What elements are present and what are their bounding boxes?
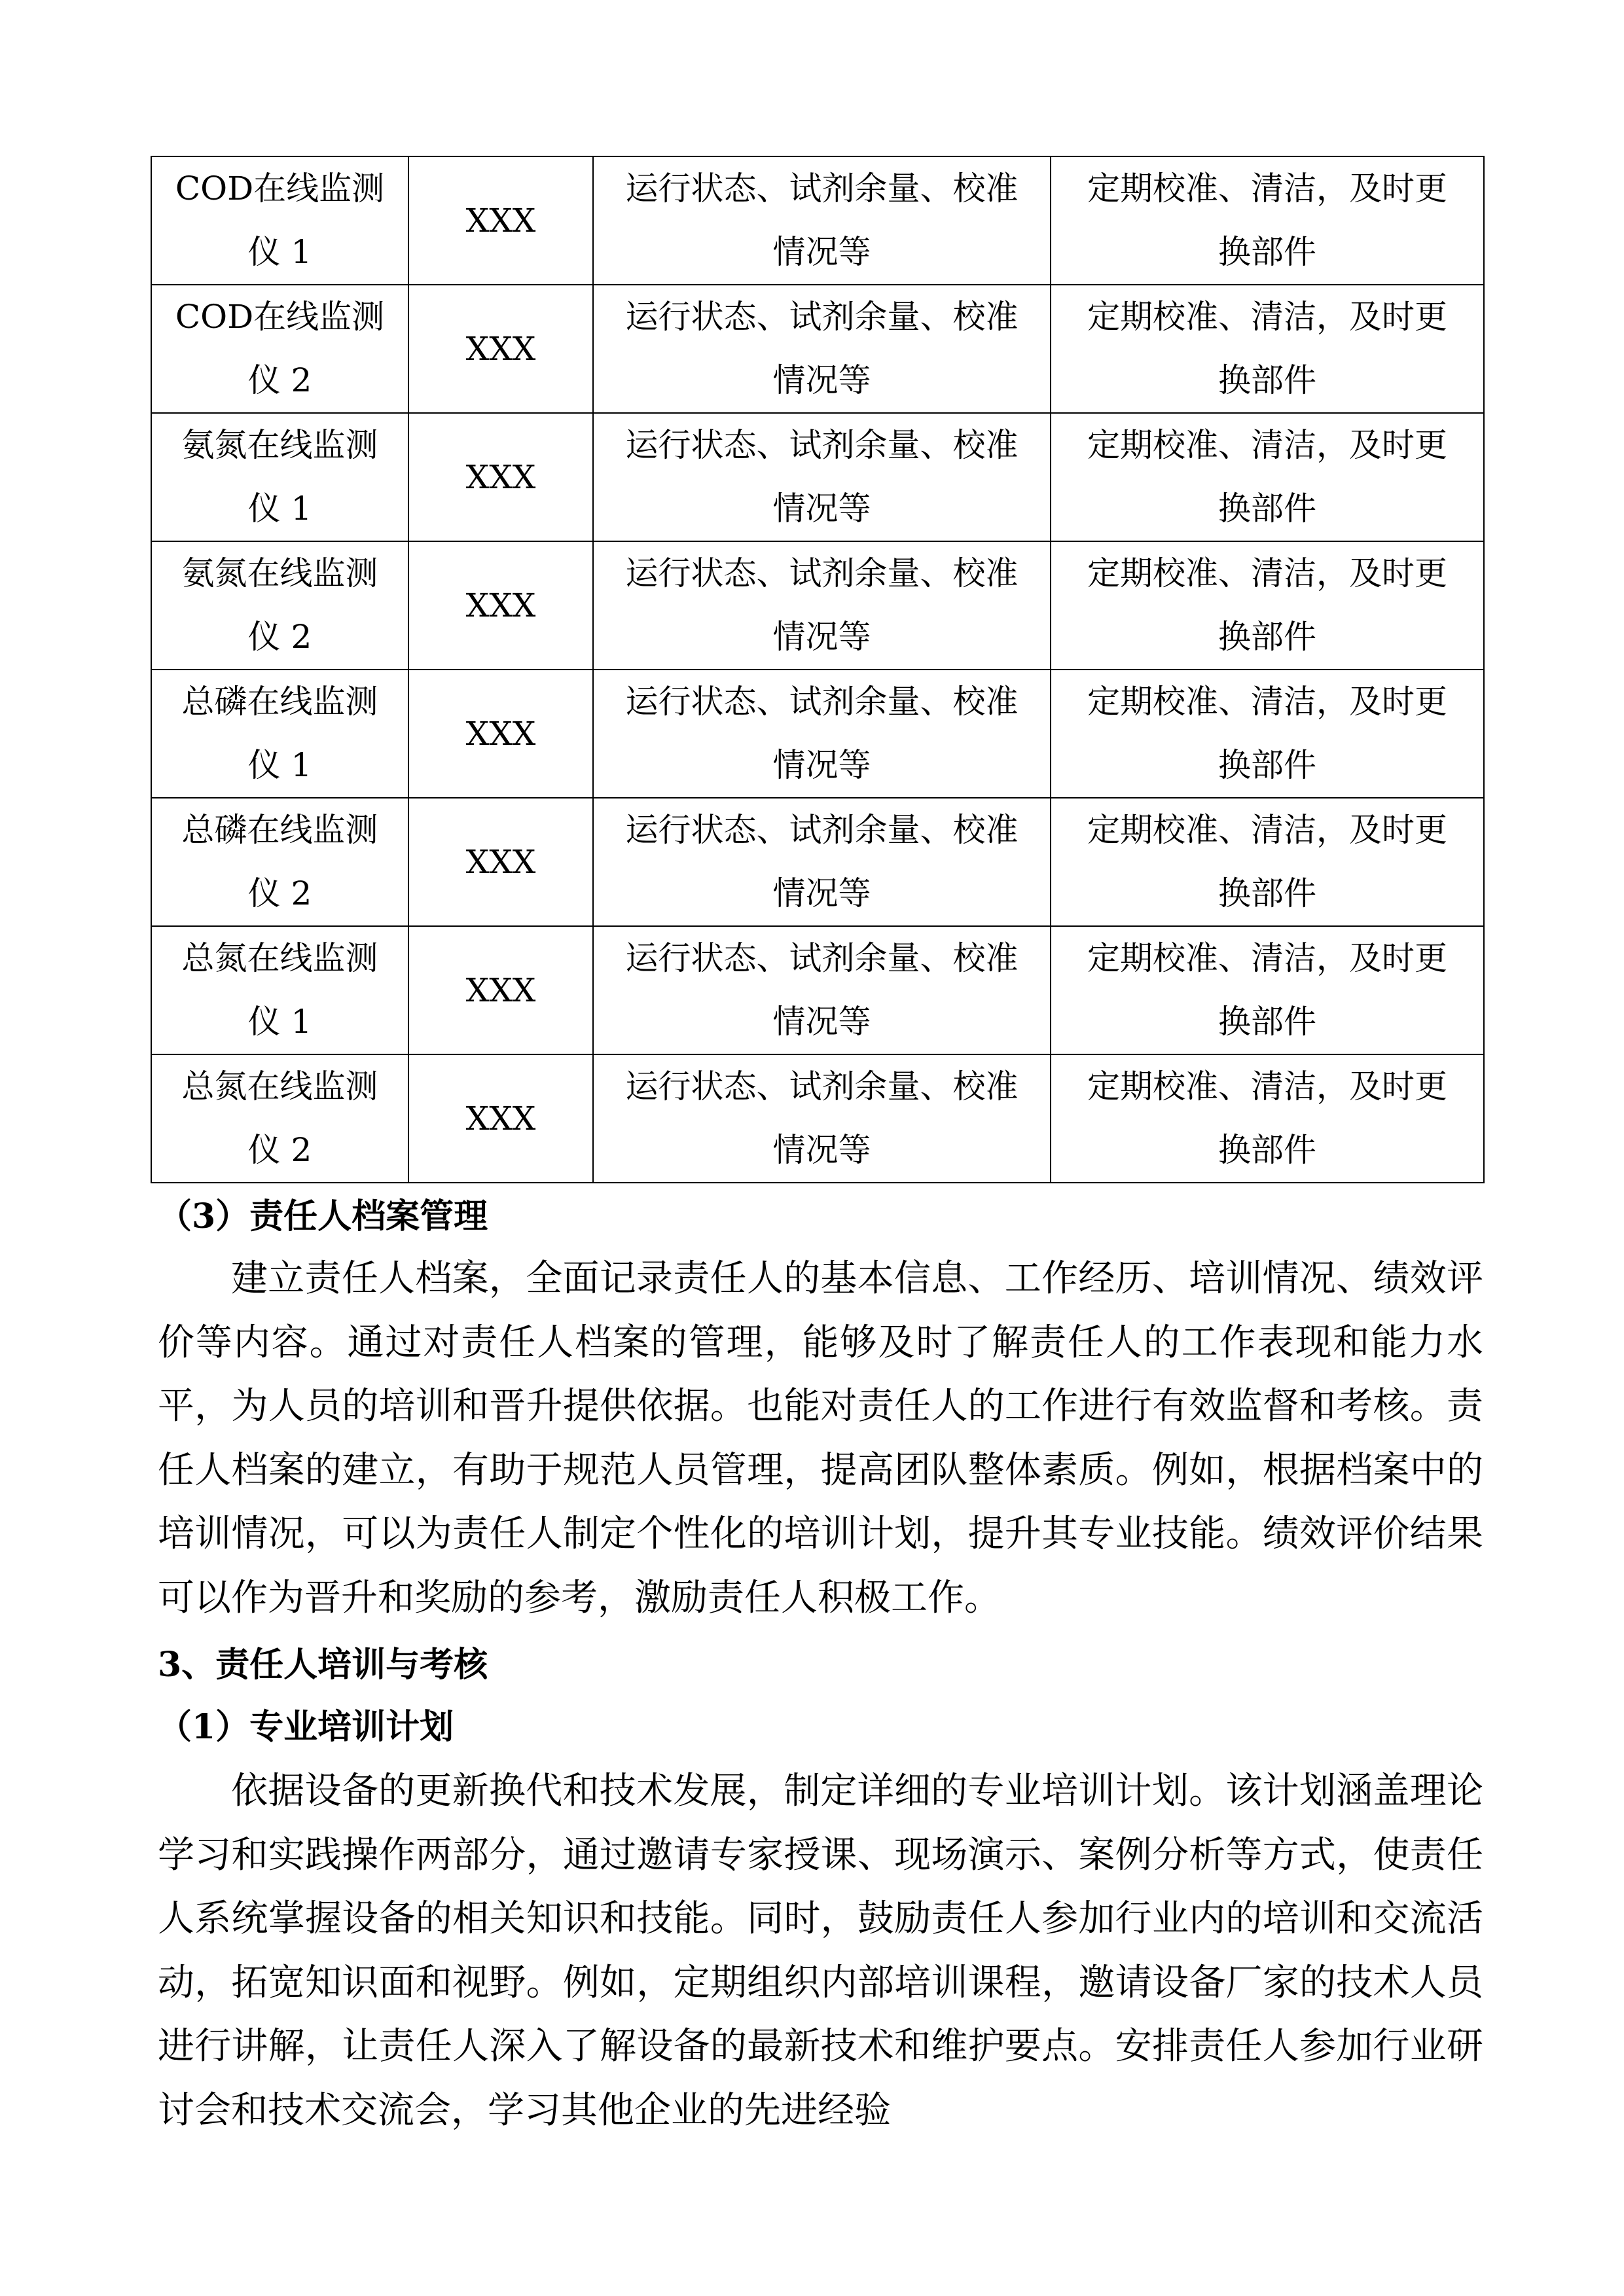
cell-text: 情况等 bbox=[772, 233, 871, 271]
responsible-person-cell bbox=[408, 670, 593, 798]
cell-text: 换部件 bbox=[1218, 233, 1316, 271]
cell-text: 定期校准、清洁，及时更 bbox=[1087, 426, 1447, 464]
cell-text: 换部件 bbox=[1218, 1003, 1316, 1041]
cell-text: XXX bbox=[465, 457, 536, 496]
cell-text: 换部件 bbox=[1218, 490, 1316, 528]
maintenance-cell bbox=[1051, 798, 1484, 926]
cell-text: 情况等 bbox=[772, 874, 871, 912]
cell-text: 运行状态、试剂余量、校准 bbox=[625, 554, 1019, 592]
cell-text: 定期校准、清洁，及时更 bbox=[1087, 939, 1447, 977]
cell-text: 仪 1 bbox=[247, 233, 312, 271]
inspection-items-cell bbox=[593, 926, 1051, 1054]
maintenance-cell bbox=[1051, 926, 1484, 1054]
cell-text: 总氮在线监测 bbox=[181, 1067, 378, 1105]
cell-text: COD在线监测 bbox=[175, 170, 385, 207]
section-heading-training-assessment: 3、责任人培训与考核 bbox=[158, 1645, 488, 1685]
maintenance-cell bbox=[1051, 285, 1484, 413]
responsible-person-cell bbox=[408, 541, 593, 670]
cell-text: 情况等 bbox=[772, 490, 871, 528]
responsible-person-cell bbox=[408, 285, 593, 413]
cell-text: 仪 2 bbox=[247, 361, 312, 399]
cell-text: 总氮在线监测 bbox=[181, 939, 378, 977]
cell-text: 总磷在线监测 bbox=[181, 811, 378, 849]
cell-text: 运行状态、试剂余量、校准 bbox=[625, 298, 1019, 336]
subsection-heading-training-plan: （1）专业培训计划 bbox=[158, 1707, 454, 1747]
cell-text: 情况等 bbox=[772, 746, 871, 784]
inspection-items-cell bbox=[593, 285, 1051, 413]
device-name-cell bbox=[151, 541, 408, 670]
cell-text: XXX bbox=[465, 1099, 536, 1138]
table-row bbox=[151, 798, 1484, 926]
cell-text: 定期校准、清洁，及时更 bbox=[1087, 554, 1447, 592]
cell-text: 定期校准、清洁，及时更 bbox=[1087, 811, 1447, 849]
cell-text: 运行状态、试剂余量、校准 bbox=[625, 811, 1019, 849]
cell-text: 氨氮在线监测 bbox=[181, 426, 378, 464]
inspection-items-cell bbox=[593, 670, 1051, 798]
device-name-cell bbox=[151, 670, 408, 798]
cell-text: 定期校准、清洁，及时更 bbox=[1087, 298, 1447, 336]
inspection-items-cell bbox=[593, 156, 1051, 285]
cell-text: 运行状态、试剂余量、校准 bbox=[625, 170, 1019, 207]
table-row bbox=[151, 1054, 1484, 1183]
cell-text: 定期校准、清洁，及时更 bbox=[1087, 1067, 1447, 1105]
table-row bbox=[151, 156, 1484, 285]
cell-text: XXX bbox=[465, 586, 536, 624]
cell-text: 仪 1 bbox=[247, 490, 312, 528]
cell-text: 仪 1 bbox=[247, 1003, 312, 1041]
cell-text: 换部件 bbox=[1218, 1131, 1316, 1169]
cell-text: 情况等 bbox=[772, 361, 871, 399]
inspection-items-cell bbox=[593, 541, 1051, 670]
cell-text: COD在线监测 bbox=[175, 298, 385, 336]
cell-text: 换部件 bbox=[1218, 874, 1316, 912]
inspection-items-cell bbox=[593, 413, 1051, 541]
inspection-items-cell bbox=[593, 798, 1051, 926]
cell-text: 运行状态、试剂余量、校准 bbox=[625, 939, 1019, 977]
table-row bbox=[151, 413, 1484, 541]
archive-management-paragraph: 建立责任人档案，全面记录责任人的基本信息、工作经历、培训情况、绩效评价等内容。通过对责任人档案的管理，能够及时了解责任人的工作表现和能力水平，为人员的培训和晋升提供依据。也能对责任人的工作进行有效监督和考核。责任人档案的建立，有助于规范人员管理，提高团队整体素质。例如，根据档案中的培训情况，可以为责任人制定个性化的培训计划，提升其专业技能。绩效评价结果可以作为晋升和奖励的参考，激励责任人积极工作。 bbox=[158, 1257, 1483, 1619]
cell-text: XXX bbox=[465, 842, 536, 881]
responsible-person-cell bbox=[408, 413, 593, 541]
table-row bbox=[151, 926, 1484, 1054]
maintenance-cell bbox=[1051, 670, 1484, 798]
table-row bbox=[151, 541, 1484, 670]
cell-text: 情况等 bbox=[772, 1131, 871, 1169]
cell-text: 换部件 bbox=[1218, 746, 1316, 784]
inspection-items-cell bbox=[593, 1054, 1051, 1183]
table-row bbox=[151, 670, 1484, 798]
cell-text: 定期校准、清洁，及时更 bbox=[1087, 683, 1447, 721]
cell-text: XXX bbox=[465, 201, 536, 240]
cell-text: 仪 1 bbox=[247, 746, 312, 784]
maintenance-cell bbox=[1051, 541, 1484, 670]
responsible-person-cell bbox=[408, 798, 593, 926]
cell-text: 情况等 bbox=[772, 1003, 871, 1041]
cell-text: 定期校准、清洁，及时更 bbox=[1087, 170, 1447, 207]
device-name-cell bbox=[151, 285, 408, 413]
training-plan-paragraph: 依据设备的更新换代和技术发展，制定详细的专业培训计划。该计划涵盖理论学习和实践操作两部分，通过邀请专家授课、现场演示、案例分析等方式，使责任人系统掌握设备的相关知识和技能。同时，鼓励责任人参加行业内的培训和交流活动，拓宽知识面和视野。例如，定期组织内部培训课程，邀请设备厂家的技术人员进行讲解，让责任人深入了解设备的最新技术和维护要点。安排责任人参加行业研讨会和技术交流会，学习其他企业的先进经验 bbox=[158, 1770, 1483, 2132]
cell-text: 运行状态、试剂余量、校准 bbox=[625, 1067, 1019, 1105]
table-row bbox=[151, 285, 1484, 413]
cell-text: XXX bbox=[465, 329, 536, 368]
cell-text: XXX bbox=[465, 971, 536, 1009]
cell-text: 换部件 bbox=[1218, 361, 1316, 399]
device-name-cell bbox=[151, 413, 408, 541]
cell-text: 运行状态、试剂余量、校准 bbox=[625, 683, 1019, 721]
cell-text: 情况等 bbox=[772, 618, 871, 656]
cell-text: 仪 2 bbox=[247, 618, 312, 656]
device-name-cell bbox=[151, 1054, 408, 1183]
section-heading-archive-management: （3）责任人档案管理 bbox=[158, 1196, 488, 1236]
responsible-person-cell bbox=[408, 926, 593, 1054]
cell-text: 换部件 bbox=[1218, 618, 1316, 656]
equipment-responsibility-table bbox=[151, 156, 1485, 1183]
responsible-person-cell bbox=[408, 156, 593, 285]
maintenance-cell bbox=[1051, 413, 1484, 541]
cell-text: 氨氮在线监测 bbox=[181, 554, 378, 592]
cell-text: 总磷在线监测 bbox=[181, 683, 378, 721]
maintenance-cell bbox=[1051, 1054, 1484, 1183]
device-name-cell bbox=[151, 798, 408, 926]
device-name-cell bbox=[151, 926, 408, 1054]
cell-text: 仪 2 bbox=[247, 874, 312, 912]
cell-text: 运行状态、试剂余量、校准 bbox=[625, 426, 1019, 464]
device-name-cell bbox=[151, 156, 408, 285]
responsible-person-cell bbox=[408, 1054, 593, 1183]
cell-text: XXX bbox=[465, 714, 536, 753]
maintenance-cell bbox=[1051, 156, 1484, 285]
cell-text: 仪 2 bbox=[247, 1131, 312, 1169]
